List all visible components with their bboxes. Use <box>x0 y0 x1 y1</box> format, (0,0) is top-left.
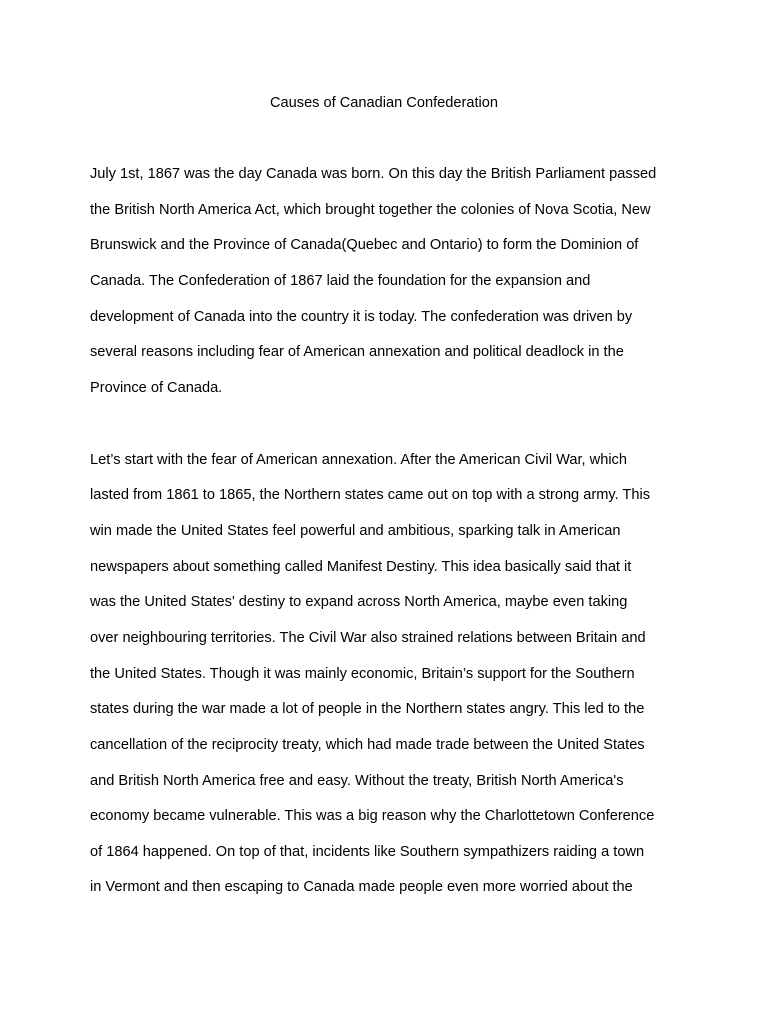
text-line: and British North America free and easy. Without the treaty, British North America's <box>90 773 624 789</box>
text-line: Let’s start with the fear of American annexation. After the American Civil War, which <box>90 452 627 468</box>
text-line: July 1st, 1867 was the day Canada was born. On this day the British Parliament passed <box>90 166 657 182</box>
text-line: the United States. Though it was mainly economic, Britain’s support for the Southern <box>90 666 635 682</box>
document-title: Causes of Canadian Confederation <box>270 95 498 111</box>
text-line: development of Canada into the country it is today. The confederation was driven by <box>90 309 633 325</box>
text-line: Canada. The Confederation of 1867 laid the foundation for the expansion and <box>90 273 591 289</box>
text-line: economy became vulnerable. This was a big reason why the Charlottetown Conference <box>90 808 655 824</box>
text-line: cancellation of the reciprocity treaty, which had made trade between the United States <box>90 737 645 753</box>
text-line: Brunswick and the Province of Canada(Quebec and Ontario) to form the Dominion of <box>90 237 639 253</box>
text-line: states during the war made a lot of people in the Northern states angry. This led to the <box>90 701 645 717</box>
text-line: the British North America Act, which brought together the colonies of Nova Scotia, New <box>90 202 651 218</box>
text-line: Province of Canada. <box>90 380 223 396</box>
text-line: lasted from 1861 to 1865, the Northern states came out on top with a strong army. This <box>90 487 650 503</box>
text-line: win made the United States feel powerful and ambitious, sparking talk in American <box>90 523 621 539</box>
text-line: of 1864 happened. On top of that, incidents like Southern sympathizers raiding a town <box>90 844 645 860</box>
text-line: over neighbouring territories. The Civil War also strained relations between Britain and <box>90 630 646 646</box>
text-line: in Vermont and then escaping to Canada made people even more worried about the <box>90 879 633 895</box>
text-line: was the United States' destiny to expand across North America, maybe even taking <box>90 594 628 610</box>
text-line: several reasons including fear of American annexation and political deadlock in the <box>90 344 624 360</box>
text-line: newspapers about something called Manifest Destiny. This idea basically said that it <box>90 559 632 575</box>
